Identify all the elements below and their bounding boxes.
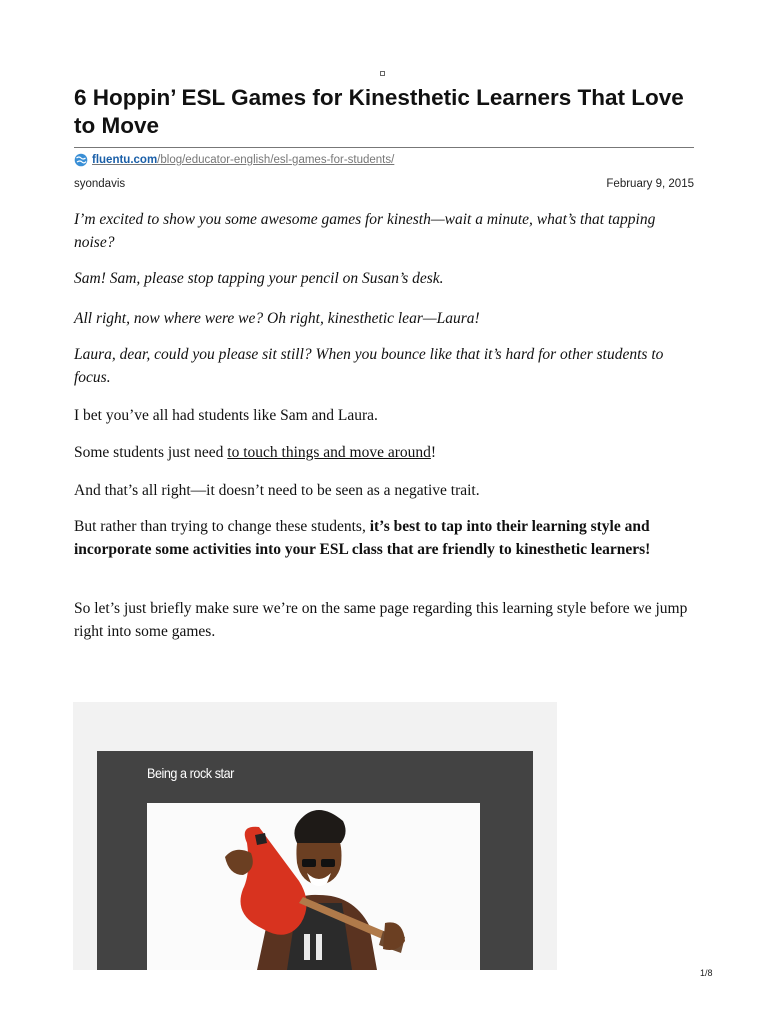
paragraph-5: I bet you’ve all had students like Sam and Laura. <box>74 407 378 424</box>
source-domain[interactable]: fluentu.com <box>92 154 158 166</box>
paragraph-3: All right, now where were we? Oh right, kinesthetic lear—Laura! <box>74 310 480 327</box>
source-path[interactable]: /blog/educator-english/esl-games-for-students/ <box>157 154 395 166</box>
paragraph-6-end: ! <box>430 444 437 461</box>
paragraph-4: Laura, dear, could you please sit still? When you bounce like that it’s hard for other students to focus. <box>74 346 664 386</box>
author: syondavis <box>74 178 126 190</box>
article-title: 6 Hoppin’ ESL Games for Kinesthetic Learners That Love to Move <box>74 85 684 138</box>
paragraph-6-text: Some students just need <box>74 444 228 461</box>
source-url[interactable] <box>74 153 394 167</box>
publish-date: February 9, 2015 <box>606 178 694 190</box>
paragraph-9: So let’s just briefly make sure we’re on the same page regarding this learning style before we jump right into some games. <box>74 600 688 640</box>
video-caption: Being a rock star <box>147 765 234 781</box>
pause-icon[interactable] <box>302 932 324 962</box>
paragraph-2: Sam! Sam, please stop tapping your pencil on Susan’s desk. <box>74 270 444 287</box>
byline <box>74 178 694 190</box>
paragraph-7: And that’s all right—it doesn’t need to be seen as a negative trait. <box>74 482 480 499</box>
paragraph-6 <box>74 441 694 464</box>
globe-icon <box>74 153 88 167</box>
paragraph-8 <box>74 515 694 561</box>
touch-things-link[interactable]: to touch things and move around <box>227 444 431 461</box>
paragraph-1: I’m excited to show you some awesome games for kinesth—wait a minute, what’s that tapping noise? <box>74 211 656 251</box>
paragraph-8-text: But rather than trying to change these students, <box>74 518 370 535</box>
title-divider <box>74 147 694 148</box>
bullet-glyph <box>380 71 385 76</box>
page-number: 1/8 <box>700 968 713 978</box>
paragraph-8-bold: it’s best to tap into their learning style and incorporate some activities into your ESL class that are friendly to kinesthetic learners! <box>74 518 651 558</box>
